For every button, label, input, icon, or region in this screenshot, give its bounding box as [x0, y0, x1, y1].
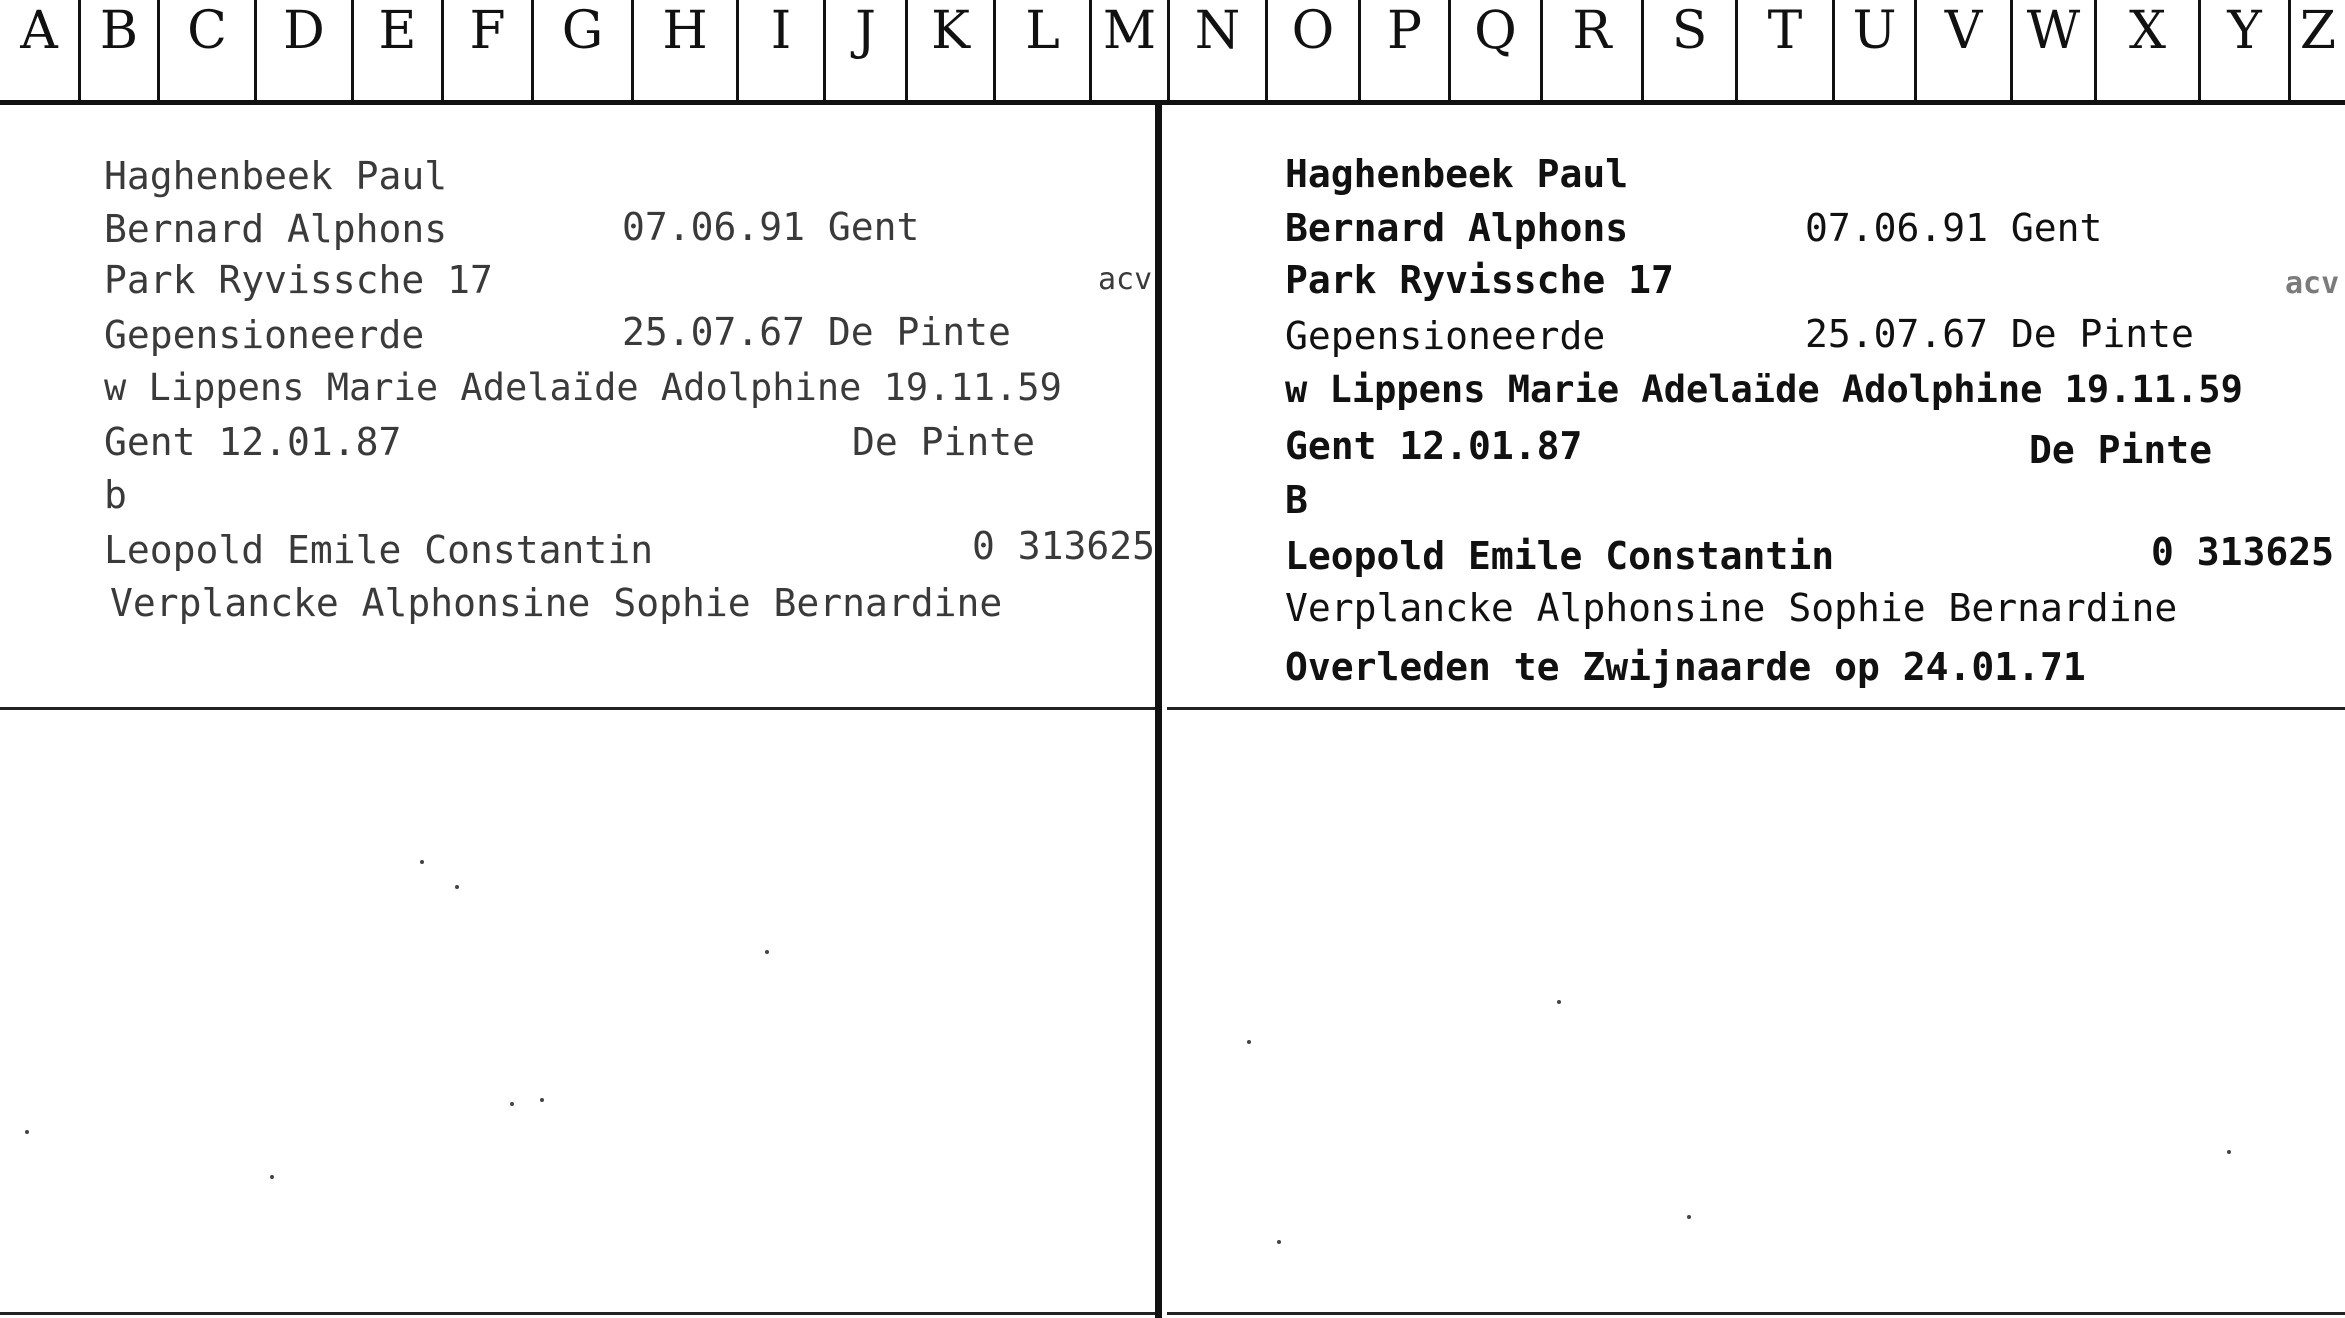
alpha-tab-k: K — [905, 0, 993, 100]
record-card-right — [1167, 105, 2345, 710]
alpha-tab-g: G — [531, 0, 631, 100]
mother-name: Verplancke Alphonsine Sophie Bernardine — [110, 581, 1003, 625]
wife-death-place: De Pinte — [852, 420, 1036, 464]
alpha-tab-b: B — [78, 0, 157, 100]
child-reference: 0 313625 — [2151, 530, 2335, 574]
record-card-left — [0, 105, 1155, 710]
alpha-tab-i: I — [736, 0, 823, 100]
alpha-tab-o: O — [1265, 0, 1358, 100]
alpha-tab-j: J — [823, 0, 905, 100]
child-name: Leopold Emile Constantin — [1285, 534, 1835, 578]
alpha-tab-t: T — [1735, 0, 1832, 100]
alpha-tab-u: U — [1832, 0, 1914, 100]
child-name: Leopold Emile Constantin — [104, 528, 654, 572]
alpha-tab-m: M — [1089, 0, 1167, 100]
alpha-tab-f: F — [441, 0, 531, 100]
wife-death-place: De Pinte — [2029, 428, 2213, 472]
alpha-tab-d: D — [254, 0, 351, 100]
address: Park Ryvissche 17 — [1285, 258, 1674, 302]
alpha-tab-p: P — [1358, 0, 1448, 100]
alpha-tab-y: Y — [2198, 0, 2288, 100]
birth-date-place: 07.06.91 Gent — [622, 205, 920, 249]
alpha-tab-z: Z — [2288, 0, 2345, 100]
alpha-tab-q: Q — [1448, 0, 1540, 100]
person-name: Haghenbeek Paul — [104, 154, 448, 198]
marriage-date-place: 25.07.67 De Pinte — [1805, 312, 2194, 356]
alpha-tab-x: X — [2094, 0, 2198, 100]
father-name: Bernard Alphons — [104, 207, 448, 251]
alphabet-index — [0, 0, 2345, 105]
alpha-tab-e: E — [351, 0, 441, 100]
alpha-tab-l: L — [993, 0, 1089, 100]
alpha-tab-s: S — [1641, 0, 1735, 100]
section-letter: b — [104, 473, 127, 517]
mother-name: Verplancke Alphonsine Sophie Bernardine — [1285, 586, 2178, 630]
marriage-date-place: 25.07.67 De Pinte — [622, 310, 1011, 354]
alpha-tab-n: N — [1167, 0, 1265, 100]
blank-card-right — [1167, 710, 2345, 1315]
address: Park Ryvissche 17 — [104, 258, 493, 302]
union-code: acv — [2285, 266, 2340, 301]
blank-card-left — [0, 710, 1155, 1315]
alpha-tab-h: H — [631, 0, 736, 100]
wife-place-date: Gent 12.01.87 — [104, 420, 402, 464]
occupation: Gepensioneerde — [104, 313, 425, 357]
union-code: acv — [1098, 262, 1153, 297]
occupation: Gepensioneerde — [1285, 314, 1606, 358]
card-divider — [1155, 105, 1162, 1318]
alpha-tab-c: C — [157, 0, 254, 100]
wife-entry: w Lippens Marie Adelaïde Adolphine 19.11.59 — [104, 366, 1062, 409]
section-letter: B — [1285, 478, 1308, 522]
child-reference: 0 313625 — [972, 524, 1156, 568]
alpha-tab-w: W — [2010, 0, 2094, 100]
alpha-tab-r: R — [1540, 0, 1641, 100]
wife-place-date: Gent 12.01.87 — [1285, 424, 1583, 468]
alpha-tab-a: A — [20, 1, 58, 61]
father-name: Bernard Alphons — [1285, 206, 1629, 250]
death-note: Overleden te Zwijnaarde op 24.01.71 — [1285, 645, 2086, 689]
birth-date-place: 07.06.91 Gent — [1805, 206, 2103, 250]
person-name: Haghenbeek Paul — [1285, 152, 1629, 196]
alpha-tab-v: V — [1914, 0, 2010, 100]
wife-entry: w Lippens Marie Adelaïde Adolphine 19.11.59 — [1285, 368, 2243, 411]
